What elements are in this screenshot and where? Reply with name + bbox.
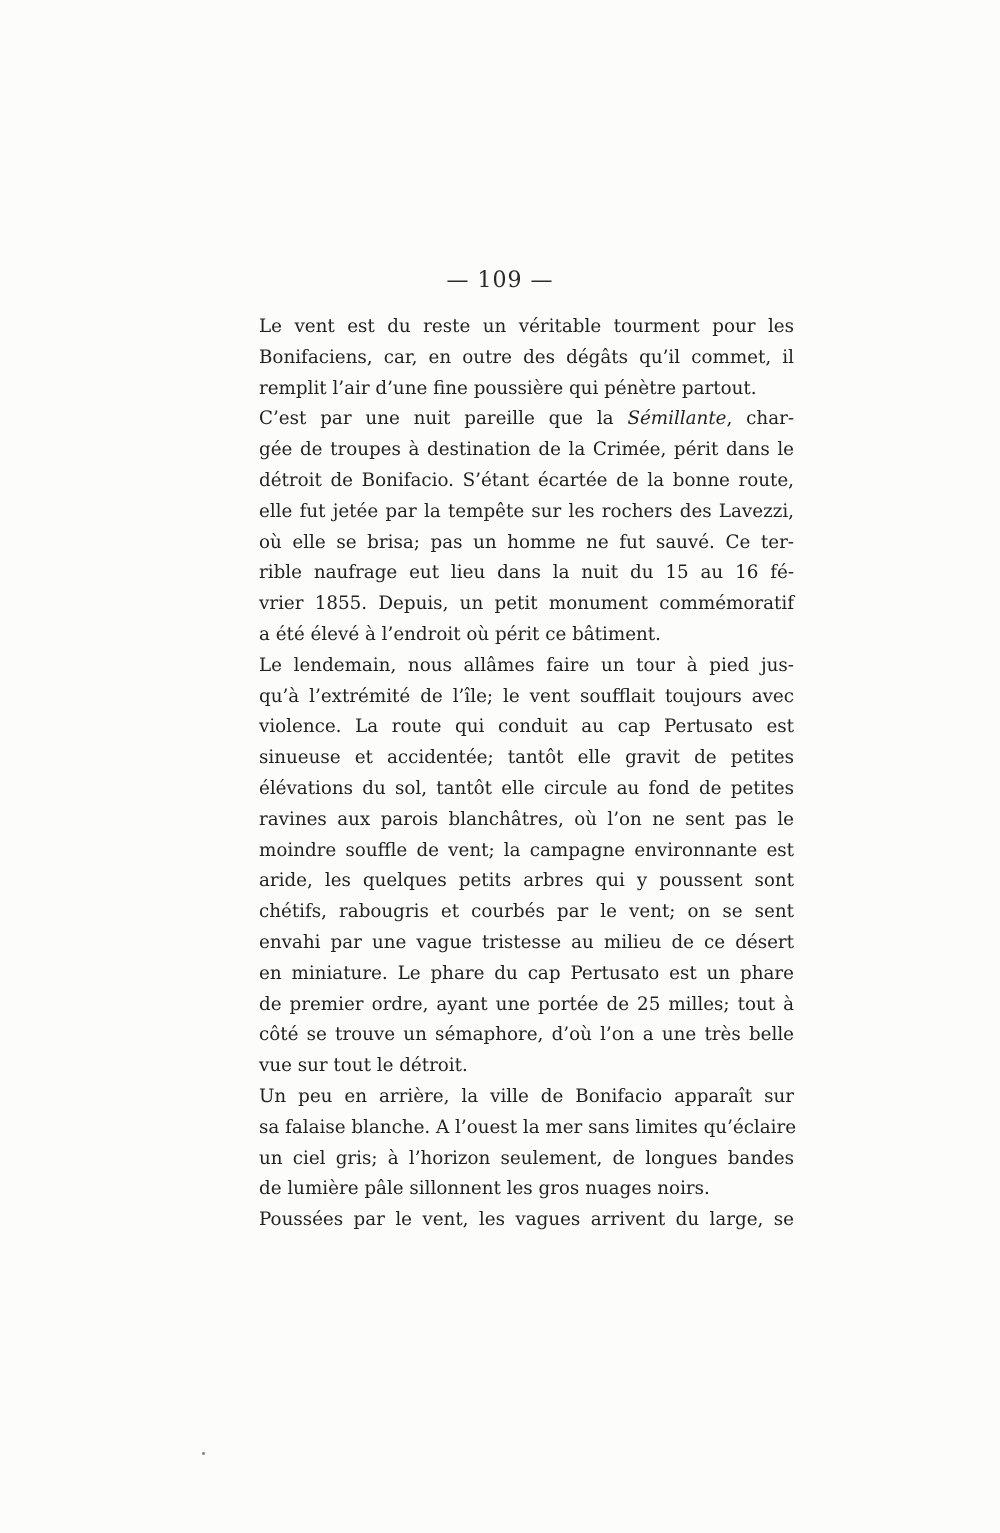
text-line: vrier 1855. Depuis, un petit monument commémoratif bbox=[259, 593, 794, 615]
text-line: sinueuse et accidentée; tantôt elle gravit de petites bbox=[259, 747, 794, 769]
body-text bbox=[259, 312, 797, 1236]
paragraph bbox=[259, 1205, 794, 1236]
text-line: remplit l’air d’une fine poussière qui pénètre partout. bbox=[259, 377, 757, 399]
text-line: envahi par une vague tristesse au milieu de ce désert bbox=[259, 931, 794, 953]
text-line: en miniature. Le phare du cap Pertusato est un phare bbox=[259, 962, 794, 984]
text-line: C’est par une nuit pareille que la Sémillante, char- bbox=[259, 408, 795, 430]
text-line: sa falaise blanche. A l’ouest la mer sans limites qu’éclaire bbox=[259, 1116, 797, 1138]
page-number: — 109 — bbox=[446, 268, 554, 293]
text-line: elle fut jetée par la tempête sur les rochers des Lavezzi, bbox=[259, 500, 794, 522]
text-line: Bonifaciens, car, en outre des dégâts qu’il commet, il bbox=[259, 346, 794, 368]
text-line: élévations du sol, tantôt elle circule au fond de petites bbox=[259, 777, 794, 799]
text-line: ravines aux parois blanchâtres, où l’on ne sent pas le bbox=[259, 808, 794, 830]
text-line: de premier ordre, ayant une portée de 25 milles; tout à bbox=[259, 993, 794, 1015]
text-line: où elle se brisa; pas un homme ne fut sauvé. Ce ter- bbox=[259, 531, 794, 553]
paper-speck bbox=[202, 1452, 205, 1455]
text-line: vue sur tout le détroit. bbox=[259, 1055, 468, 1077]
text-line: de lumière pâle sillonnent les gros nuages noirs. bbox=[259, 1178, 710, 1200]
text-line: Le lendemain, nous allâmes faire un tour à pied jus- bbox=[259, 654, 794, 676]
text-line: moindre souffle de vent; la campagne environnante est bbox=[259, 839, 794, 861]
ship-name: Sémillante bbox=[627, 408, 727, 430]
paragraph bbox=[259, 312, 794, 404]
paragraph bbox=[259, 404, 794, 650]
text-line: Le vent est du reste un véritable tourment pour les bbox=[259, 316, 794, 337]
text-line: chétifs, rabougris et courbés par le vent; on se sent bbox=[259, 901, 794, 923]
text-line: violence. La route qui conduit au cap Pertusato est bbox=[259, 716, 794, 738]
paragraph bbox=[259, 1082, 797, 1205]
paragraph bbox=[259, 651, 794, 1082]
text-line: rible naufrage eut lieu dans la nuit du 15 au 16 fé- bbox=[259, 562, 794, 584]
text-line: un ciel gris; à l’horizon seulement, de longues bandes bbox=[259, 1147, 794, 1169]
text-line: a été élevé à l’endroit où périt ce bâtiment. bbox=[259, 623, 661, 645]
text-line: qu’à l’extrémité de l’île; le vent soufflait toujours avec bbox=[259, 685, 794, 707]
text-line: Poussées par le vent, les vagues arrivent du large, se bbox=[259, 1209, 794, 1231]
text-line: aride, les quelques petits arbres qui y poussent sont bbox=[259, 870, 794, 892]
text-line: gée de troupes à destination de la Crimée, périt dans le bbox=[259, 439, 794, 461]
text-line: détroit de Bonifacio. S’étant écartée de la bonne route, bbox=[259, 469, 794, 491]
text-line: Un peu en arrière, la ville de Bonifacio apparaît sur bbox=[259, 1085, 794, 1107]
text-line: côté se trouve un sémaphore, d’où l’on a une très belle bbox=[259, 1024, 794, 1046]
